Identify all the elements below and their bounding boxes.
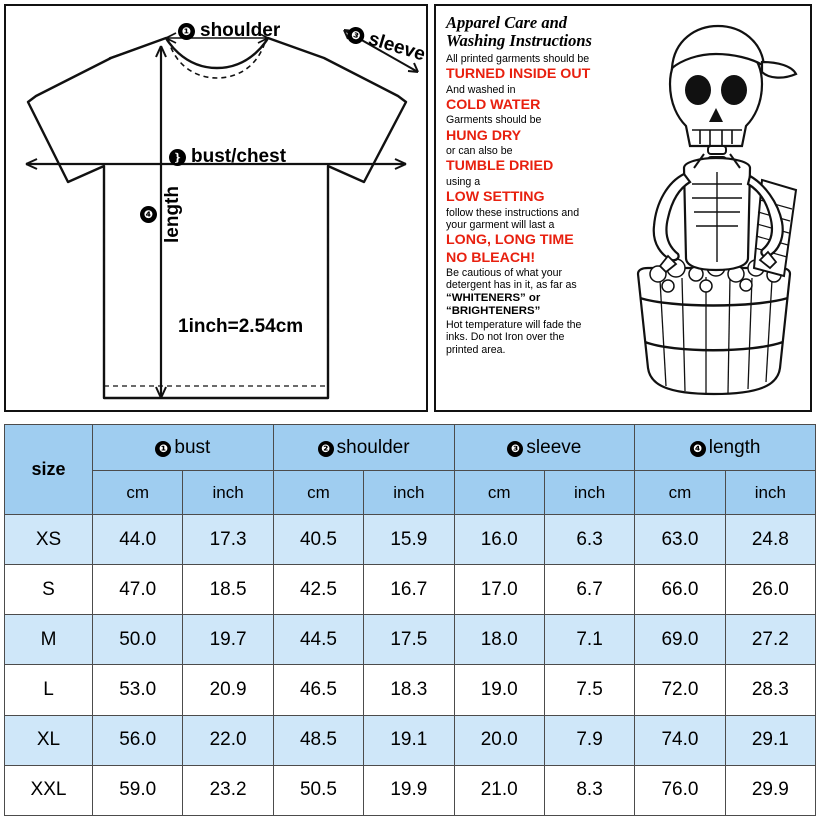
cell-size: S bbox=[5, 565, 93, 615]
unit-conversion-note: 1inch=2.54cm bbox=[178, 316, 304, 337]
care-line: “WHITENERS” or bbox=[446, 291, 541, 304]
care-line: COLD WATER bbox=[446, 96, 541, 113]
marker-3-icon: ❸ bbox=[345, 24, 366, 45]
cell-measurement: 23.2 bbox=[183, 765, 273, 815]
care-title bbox=[446, 14, 628, 51]
marker-1-icon: ❶ bbox=[155, 441, 171, 457]
header-bust bbox=[93, 425, 274, 471]
header-length-label: length bbox=[708, 436, 761, 458]
care-line: TUMBLE DRIED bbox=[446, 158, 554, 175]
cell-measurement: 19.0 bbox=[454, 665, 544, 715]
cell-measurement: 19.1 bbox=[364, 715, 454, 765]
label-length bbox=[140, 186, 184, 243]
cell-measurement: 17.5 bbox=[364, 615, 454, 665]
care-line: Be cautious of what your bbox=[446, 267, 563, 280]
size-table bbox=[4, 424, 816, 816]
cell-measurement: 16.0 bbox=[454, 515, 544, 565]
marker-3-icon: ❸ bbox=[507, 441, 523, 457]
care-lines-list bbox=[446, 53, 628, 356]
care-line: your garment will last a bbox=[446, 218, 555, 231]
cell-measurement: 7.5 bbox=[544, 665, 634, 715]
cell-measurement: 6.3 bbox=[544, 515, 634, 565]
marker-4-icon: ❹ bbox=[690, 441, 706, 457]
cell-measurement: 44.0 bbox=[93, 515, 183, 565]
label-bust-text: bust/chest bbox=[191, 146, 287, 167]
table-row bbox=[5, 715, 816, 765]
label-shoulder bbox=[178, 20, 280, 42]
cell-measurement: 63.0 bbox=[635, 515, 725, 565]
header-unit: inch bbox=[183, 471, 273, 515]
cell-measurement: 72.0 bbox=[635, 665, 725, 715]
header-bust-label: bust bbox=[174, 436, 211, 458]
cell-measurement: 16.7 bbox=[364, 565, 454, 615]
cell-measurement: 20.9 bbox=[183, 665, 273, 715]
header-unit: inch bbox=[544, 471, 634, 515]
cell-measurement: 15.9 bbox=[364, 515, 454, 565]
care-line: inks. Do not Iron over the bbox=[446, 331, 565, 344]
cell-measurement: 40.5 bbox=[273, 515, 363, 565]
cell-measurement: 74.0 bbox=[635, 715, 725, 765]
cell-measurement: 28.3 bbox=[725, 665, 815, 715]
cell-measurement: 22.0 bbox=[183, 715, 273, 765]
cell-size: XXL bbox=[5, 765, 93, 815]
header-shoulder bbox=[273, 425, 454, 471]
cell-measurement: 66.0 bbox=[635, 565, 725, 615]
size-table-wrapper bbox=[4, 424, 816, 816]
cell-measurement: 44.5 bbox=[273, 615, 363, 665]
cell-measurement: 17.0 bbox=[454, 565, 544, 615]
header-unit: cm bbox=[273, 471, 363, 515]
header-unit: cm bbox=[635, 471, 725, 515]
care-line: printed area. bbox=[446, 343, 506, 356]
label-shoulder-text: shoulder bbox=[200, 20, 281, 41]
cell-measurement: 59.0 bbox=[93, 765, 183, 815]
header-sleeve-label: sleeve bbox=[526, 436, 582, 458]
cell-measurement: 18.3 bbox=[364, 665, 454, 715]
cell-measurement: 21.0 bbox=[454, 765, 544, 815]
cell-measurement: 47.0 bbox=[93, 565, 183, 615]
tshirt-diagram-panel bbox=[4, 4, 428, 412]
table-header-row-units bbox=[5, 471, 816, 515]
care-line: “BRIGHTENERS” bbox=[446, 305, 541, 318]
size-table-body bbox=[5, 515, 816, 816]
header-sleeve bbox=[454, 425, 635, 471]
label-bust bbox=[169, 146, 286, 168]
cell-measurement: 56.0 bbox=[93, 715, 183, 765]
cell-measurement: 27.2 bbox=[725, 615, 815, 665]
cell-measurement: 8.3 bbox=[544, 765, 634, 815]
cell-measurement: 50.0 bbox=[93, 615, 183, 665]
care-line: follow these instructions and bbox=[446, 206, 580, 219]
care-line: Garments should be bbox=[446, 114, 542, 127]
marker-4-icon: ❹ bbox=[140, 206, 157, 223]
header-size: size bbox=[5, 425, 93, 515]
marker-2-icon: ❷ bbox=[318, 441, 334, 457]
label-length-text: length bbox=[162, 186, 183, 243]
marker-2-icon: ❶ bbox=[178, 23, 195, 40]
care-instructions-panel bbox=[434, 4, 812, 412]
header-unit: cm bbox=[93, 471, 183, 515]
table-row bbox=[5, 765, 816, 815]
header-length bbox=[635, 425, 816, 471]
care-line: Hot temperature will fade the bbox=[446, 319, 582, 332]
care-line: or can also be bbox=[446, 145, 513, 158]
cell-measurement: 76.0 bbox=[635, 765, 725, 815]
table-header-row-measurements bbox=[5, 425, 816, 471]
cell-measurement: 69.0 bbox=[635, 615, 725, 665]
cell-measurement: 6.7 bbox=[544, 565, 634, 615]
cell-measurement: 18.5 bbox=[183, 565, 273, 615]
cell-measurement: 24.8 bbox=[725, 515, 815, 565]
care-title-line1: Apparel Care and bbox=[446, 13, 568, 32]
cell-measurement: 26.0 bbox=[725, 565, 815, 615]
cell-measurement: 53.0 bbox=[93, 665, 183, 715]
table-row bbox=[5, 515, 816, 565]
cell-size: XL bbox=[5, 715, 93, 765]
cell-measurement: 18.0 bbox=[454, 615, 544, 665]
care-line: detergent has in it, as far as bbox=[446, 279, 577, 292]
table-row bbox=[5, 615, 816, 665]
cell-measurement: 29.1 bbox=[725, 715, 815, 765]
table-row bbox=[5, 665, 816, 715]
cell-measurement: 48.5 bbox=[273, 715, 363, 765]
table-row bbox=[5, 565, 816, 615]
cell-measurement: 50.5 bbox=[273, 765, 363, 815]
cell-measurement: 19.9 bbox=[364, 765, 454, 815]
header-unit: inch bbox=[364, 471, 454, 515]
header-unit: cm bbox=[454, 471, 544, 515]
cell-size: L bbox=[5, 665, 93, 715]
cell-measurement: 17.3 bbox=[183, 515, 273, 565]
cell-size: XS bbox=[5, 515, 93, 565]
cell-measurement: 7.1 bbox=[544, 615, 634, 665]
marker-1-icon: ❵ bbox=[169, 149, 186, 166]
care-title-line2: Washing Instructions bbox=[446, 31, 592, 51]
care-line: TURNED INSIDE OUT bbox=[446, 66, 591, 83]
cell-measurement: 42.5 bbox=[273, 565, 363, 615]
care-line: LOW SETTING bbox=[446, 189, 545, 206]
care-line: All printed garments should be bbox=[446, 52, 590, 65]
care-line: LONG, LONG TIME bbox=[446, 232, 574, 249]
tshirt-illustration bbox=[6, 6, 426, 410]
cell-measurement: 46.5 bbox=[273, 665, 363, 715]
skeleton-washing-illustration bbox=[612, 12, 808, 413]
cell-measurement: 20.0 bbox=[454, 715, 544, 765]
care-instructions-text bbox=[446, 14, 628, 356]
cell-measurement: 29.9 bbox=[725, 765, 815, 815]
care-line: And washed in bbox=[446, 83, 516, 96]
cell-measurement: 7.9 bbox=[544, 715, 634, 765]
care-line: NO BLEACH! bbox=[446, 249, 536, 266]
label-sleeve-text: sleeve bbox=[365, 28, 428, 66]
care-line: using a bbox=[446, 175, 481, 188]
cell-measurement: 19.7 bbox=[183, 615, 273, 665]
care-line: HUNG DRY bbox=[446, 127, 522, 144]
cell-size: M bbox=[5, 615, 93, 665]
header-unit: inch bbox=[725, 471, 815, 515]
header-shoulder-label: shoulder bbox=[336, 436, 410, 458]
